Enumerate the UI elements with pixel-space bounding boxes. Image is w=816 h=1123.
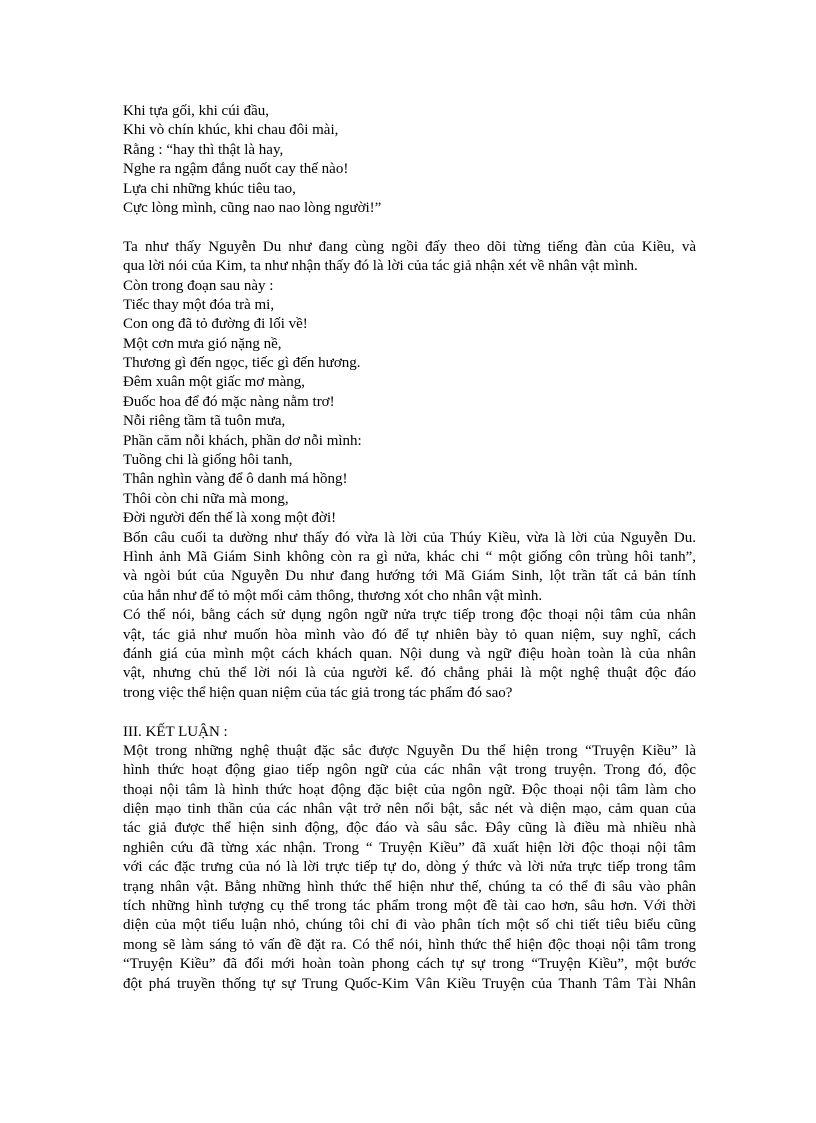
poem-line: Thân nghìn vàng để ô danh má hồng! bbox=[123, 471, 348, 488]
paragraph-line: diện của một tiểu luận nhỏ, chúng tôi chỉ đi vào phân tích một số chi tiết tiêu biểu cũng bbox=[123, 917, 696, 934]
paragraph-line: và ngòi bút của Nguyễn Du như đang hướng tới Mã Giám Sinh, lột trần tất cả bản tính bbox=[123, 568, 696, 585]
paragraph-line: vật, nhưng chủ thể lời nói là của người kể. đó chẳng phải là một nghệ thuật độc đáo bbox=[123, 665, 696, 682]
blank-line bbox=[123, 218, 696, 237]
paragraph-line: mong sẽ làm sáng tỏ vấn đề đặt ra. Có thể nói, hình thức thể hiện độc thoại nội tâm trong bbox=[123, 936, 696, 953]
poem-line: Đời người đến thế là xong một đời! bbox=[123, 510, 337, 527]
paragraph-line: Có thể nói, bằng cách sử dụng ngôn ngữ nửa trực tiếp trong độc thoại nội tâm của nhân bbox=[123, 607, 696, 624]
poem-line: Lựa chi những khúc tiêu tao, bbox=[123, 180, 296, 197]
paragraph-line: trạng nhân vật. Bằng những hình thức thể hiện như thế, chúng ta có thể đi sâu vào phân bbox=[123, 878, 696, 895]
paragraph-line: hình thức hoạt động giao tiếp ngôn ngữ của các nhân vật trong truyện. Trong đó, độc bbox=[123, 762, 696, 779]
poem-line: Con ong đã tỏ đường đi lối về! bbox=[123, 316, 308, 333]
poem-line: Tuồng chi là giống hôi tanh, bbox=[123, 452, 293, 469]
intro-line: Còn trong đoạn sau này : bbox=[123, 277, 274, 294]
poem-excerpt-1 bbox=[123, 102, 696, 218]
commentary-paragraph-2 bbox=[123, 529, 696, 607]
poem-line: Đuốc hoa để đó mặc nàng nằm trơ! bbox=[123, 393, 335, 410]
paragraph-line: với các đặc trưng của nó là lời trực tiếp tự do, dòng ý thức và lời nửa trực tiếp trong tâm bbox=[123, 859, 696, 876]
poem-line: Nghe ra ngậm đắng nuốt cay thế nào! bbox=[123, 161, 349, 178]
paragraph-line: tác giả được thể hiện sinh động, độc đáo và sâu sắc. Đây cũng là điều mà nhiều nhà bbox=[123, 820, 696, 837]
poem-line: Một cơn mưa gió nặng nề, bbox=[123, 335, 282, 352]
poem-line: Thương gì đến ngọc, tiếc gì đến hương. bbox=[123, 355, 361, 372]
poem-line: Thôi còn chi nữa mà mong, bbox=[123, 490, 289, 507]
conclusion-paragraph bbox=[123, 742, 696, 994]
paragraph-line: Ta như thấy Nguyễn Du như đang cùng ngồi đấy theo dõi từng tiếng đàn của Kiều, và bbox=[123, 238, 696, 255]
poem-line: Phần căm nỗi khách, phần dơ nỗi mình: bbox=[123, 432, 362, 449]
paragraph-line: Bốn câu cuối ta dường như thấy đó vừa là lời của Thúy Kiều, vừa là lời của Nguyễn Du. bbox=[123, 529, 696, 546]
paragraph-line: “Truyện Kiều” đã đổi mới hoàn toàn phong cách tự sự trong “Truyện Kiều”, một bước bbox=[123, 956, 696, 973]
blank-line bbox=[123, 703, 696, 722]
paragraph-line: tích những hình tượng cụ thể trong tác phẩm trong một đề tài cao hơn, sâu hơn. Với thời bbox=[123, 898, 696, 915]
paragraph-line: qua lời nói của Kim, ta như nhận thấy đó là lời của tác giả nhận xét về nhân vật mình. bbox=[123, 258, 638, 275]
poem-line: Khi tựa gối, khi cúi đầu, bbox=[123, 103, 270, 119]
paragraph-line: đánh giá của mình một cách khách quan. Nội dung và ngữ điệu hoàn toàn là của nhân bbox=[123, 645, 696, 662]
poem-excerpt-2 bbox=[123, 296, 696, 529]
paragraph-line: trong việc thể hiện quan niệm của tác giả trong tác phẩm đó sao? bbox=[123, 684, 513, 701]
poem-line: Rằng : “hay thì thật là hay, bbox=[123, 141, 284, 158]
paragraph-line: diện mạo tinh thần của các nhân vật trở nên nổi bật, sắc nét và diện mạo, cảm quan của bbox=[123, 801, 696, 818]
poem-line: Nỗi riêng tầm tã tuôn mưa, bbox=[123, 413, 286, 430]
paragraph-line: của hắn như để tỏ một mối cảm thông, thương xót cho nhân vật mình. bbox=[123, 587, 543, 604]
paragraph-line: Hình ảnh Mã Giám Sinh không còn ra gì nửa, khác chi “ một giống côn trùng hôi tanh”, bbox=[123, 548, 696, 565]
section-heading: III. KẾT LUẬN : bbox=[123, 723, 228, 740]
paragraph-line: vật, tác giả như muốn hòa mình vào đó để tự nhiên bày tỏ quan niệm, suy nghĩ, cách bbox=[123, 626, 696, 643]
document-page bbox=[123, 102, 696, 994]
paragraph-line: Một trong những nghệ thuật đặc sắc được Nguyễn Du thể hiện trong “Truyện Kiều” là bbox=[123, 742, 696, 759]
commentary-paragraph-1 bbox=[123, 238, 696, 277]
poem-line: Cực lòng mình, cũng nao nao lòng người!” bbox=[123, 199, 382, 216]
poem-line: Đêm xuân một giấc mơ màng, bbox=[123, 374, 306, 391]
poem-line: Khi vò chín khúc, khi chau đôi mài, bbox=[123, 122, 339, 139]
poem-line: Tiếc thay một đóa trà mi, bbox=[123, 296, 275, 313]
paragraph-line: thoại nội tâm là hình thức hoạt động đặc biệt của ngôn ngữ. Độc thoại nội tâm làm cho bbox=[123, 781, 696, 798]
paragraph-line: nghiên cứu đã từng xác nhận. Trong “ Truyện Kiều” đã xuất hiện lời độc thoại nội tâm bbox=[123, 839, 696, 856]
commentary-paragraph-3 bbox=[123, 606, 696, 703]
paragraph-line: đột phá truyền thống tự sự Trung Quốc-Kim Vân Kiều Truyện của Thanh Tâm Tài Nhân bbox=[123, 975, 696, 992]
